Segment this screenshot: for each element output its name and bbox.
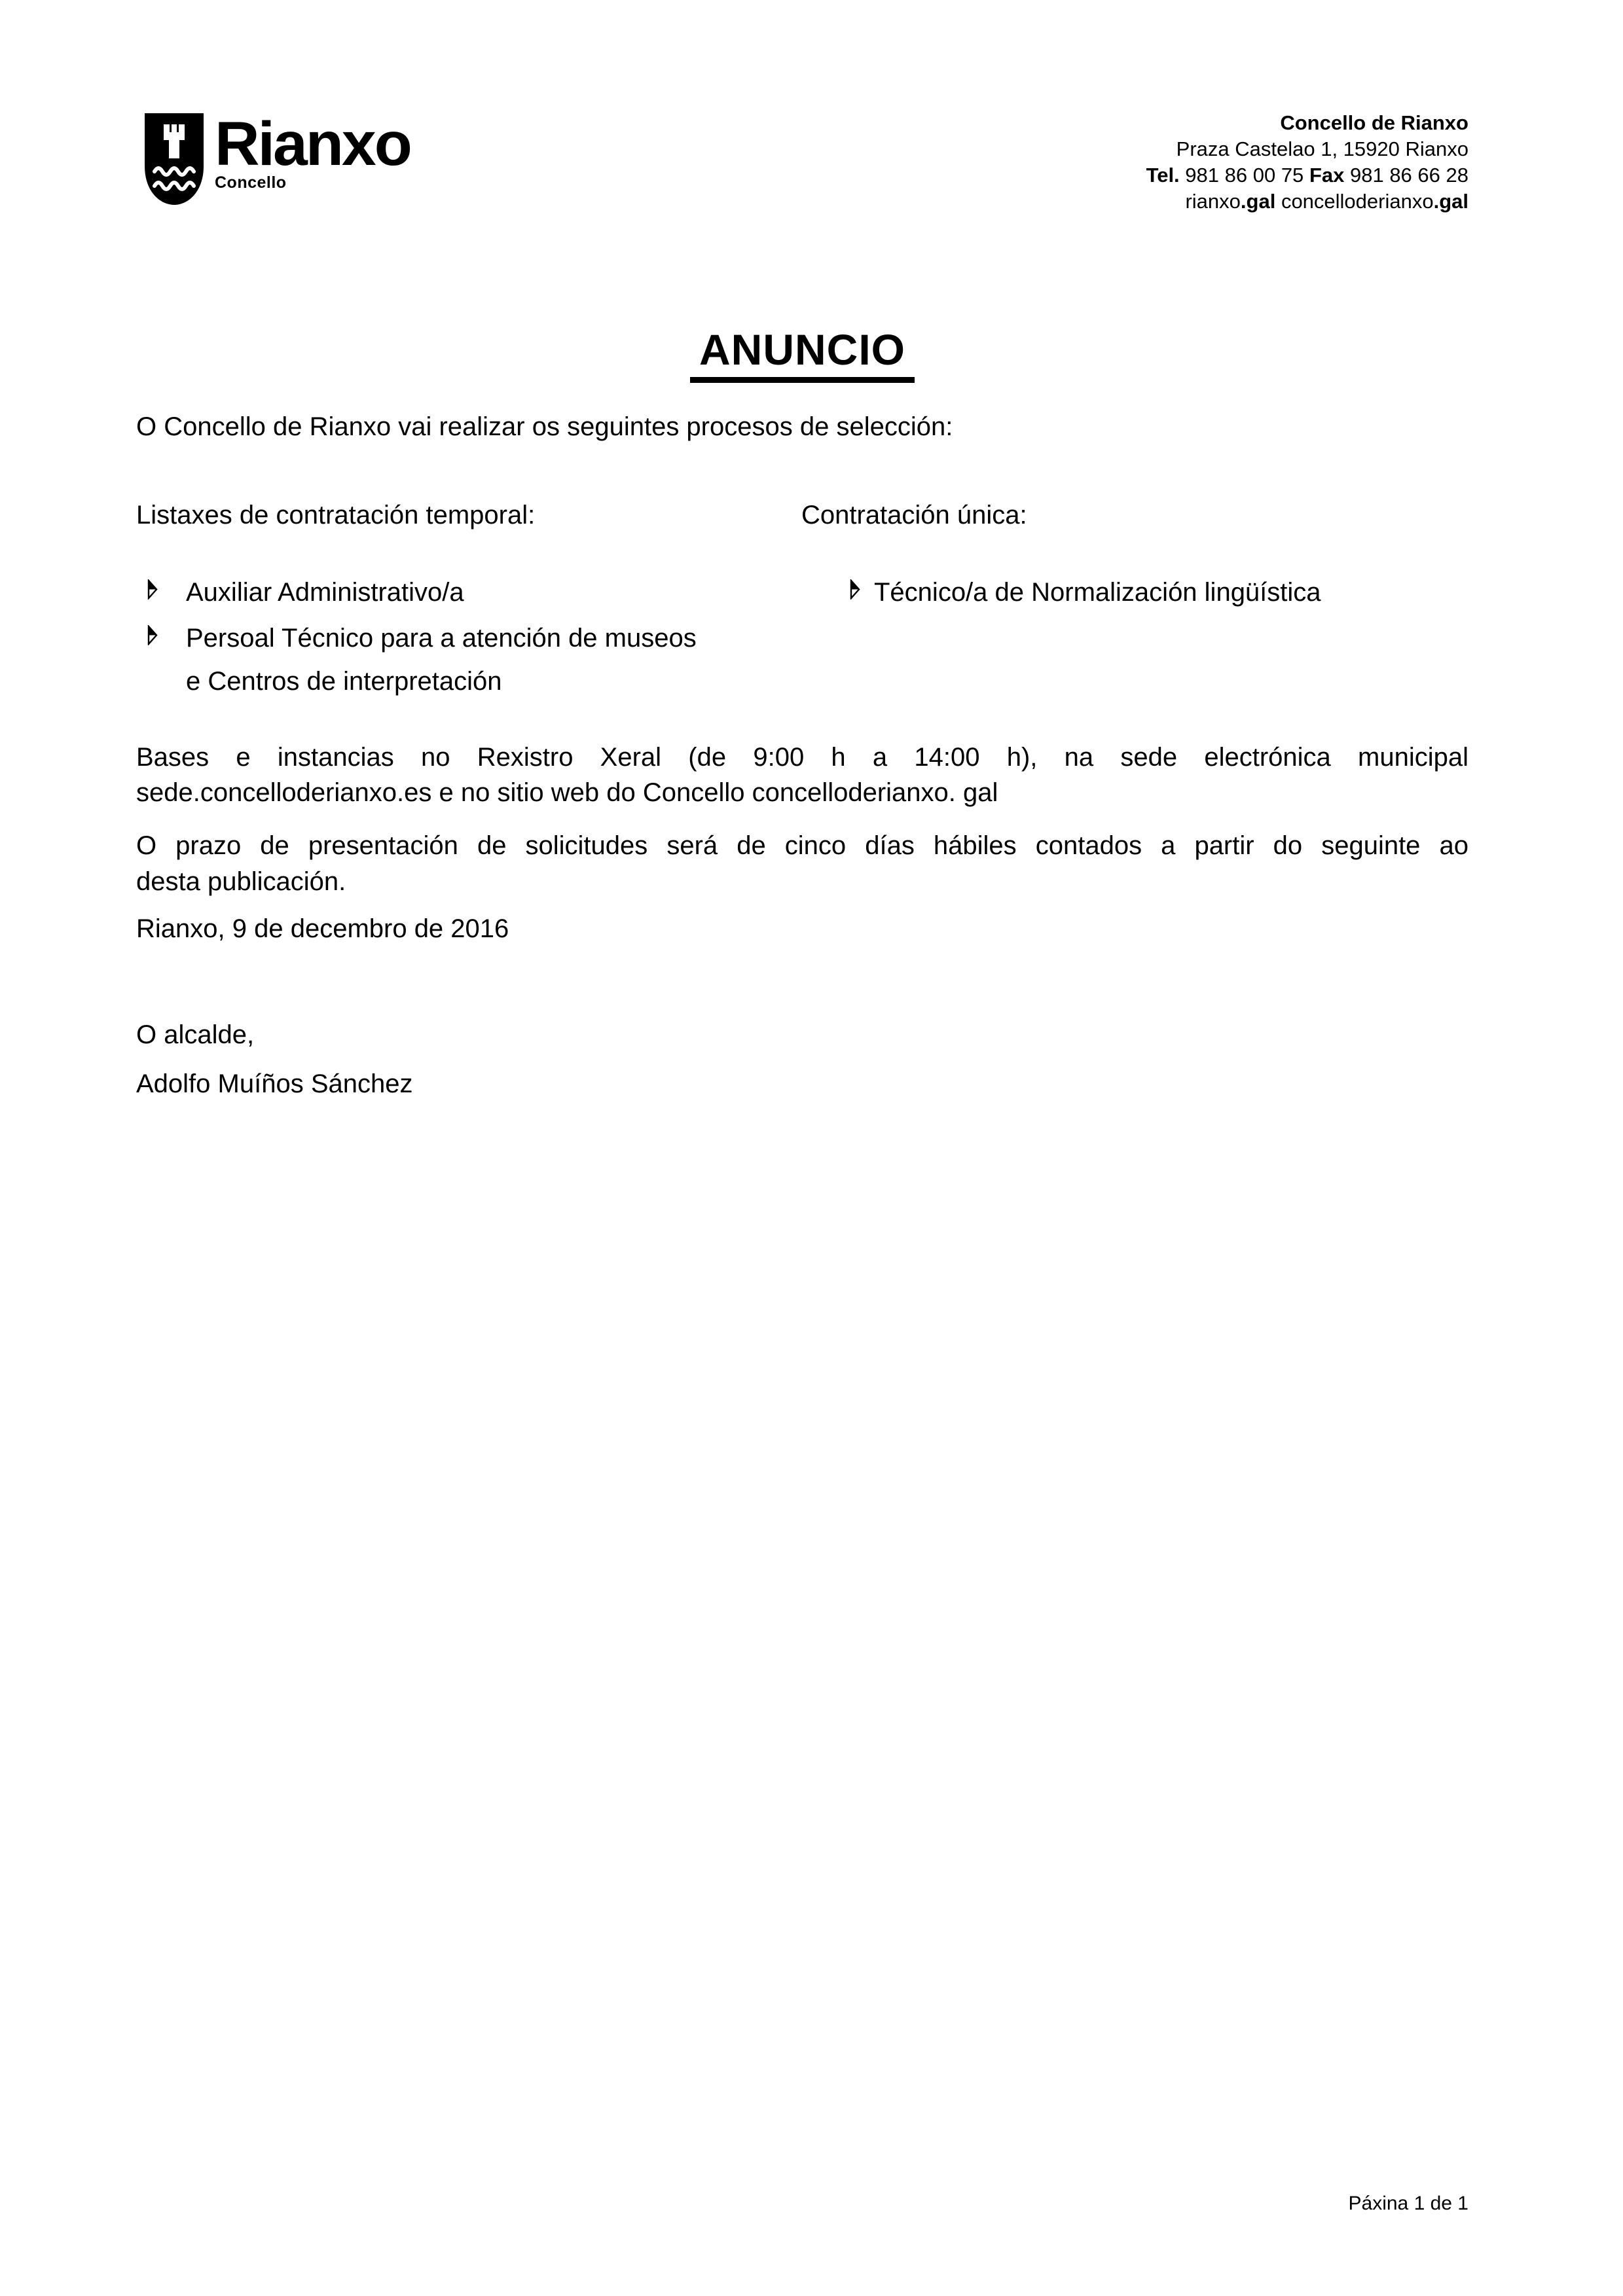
paragraph-line: desta publicación.	[136, 867, 346, 896]
arrowhead-bullet-icon	[147, 579, 158, 600]
list-item-continuation: e Centros de interpretación	[186, 667, 502, 696]
prazo-paragraph	[136, 828, 1468, 900]
header-address: Praza Castelao 1, 15920 Rianxo	[1176, 137, 1468, 160]
header-contact-block	[971, 110, 1468, 215]
arrowhead-bullet-icon	[850, 579, 860, 600]
document-title: ANUNCIO	[690, 325, 915, 383]
document-title-row	[136, 325, 1468, 383]
date-line: Rianxo, 9 de decembro de 2016	[136, 914, 509, 943]
signoff-line: O alcalde,	[136, 1020, 255, 1049]
logo-wordmark: Rianxo	[215, 109, 410, 179]
paragraph-line: sede.concelloderianxo.es e no sitio web do Concello concelloderianxo. gal	[136, 778, 998, 807]
column-heading-unica: Contratación única:	[801, 501, 1027, 529]
arrowhead-bullet-icon	[147, 625, 158, 645]
list-item	[147, 577, 464, 607]
paragraph-line: Bases e instancias no Rexistro Xeral (de 9:00 h a 14:00 h), na sede electrónica municipal	[136, 743, 1468, 772]
rianxo-logo	[144, 109, 484, 211]
list-item-label: Auxiliar Administrativo/a	[186, 578, 464, 607]
header-websites: rianxo.gal concelloderianxo.gal	[1185, 190, 1468, 213]
list-item	[147, 623, 697, 653]
list-item-label: Técnico/a de Normalización lingüística	[874, 578, 1321, 607]
shield-castle-waves-icon	[144, 113, 204, 206]
intro-paragraph: O Concello de Rianxo vai realizar os seguintes procesos de selección:	[136, 412, 953, 441]
page-number: Páxina 1 de 1	[1348, 2193, 1468, 2214]
paragraph-line: O prazo de presentación de solicitudes será de cinco días hábiles contados a partir do seguinte ao	[136, 831, 1468, 860]
list-item-label: Persoal Técnico para a atención de museos	[186, 624, 697, 653]
header-org-name: Concello de Rianxo	[1280, 111, 1468, 134]
list-item	[850, 577, 1321, 607]
column-heading-temporal: Listaxes de contratación temporal:	[136, 501, 536, 529]
header-tel-fax: Tel. 981 86 00 75 Fax 981 86 66 28	[1146, 164, 1468, 187]
logo-subtitle: Concello	[215, 173, 287, 192]
signer-name: Adolfo Muíños Sánchez	[136, 1069, 413, 1098]
bases-paragraph	[136, 740, 1468, 810]
